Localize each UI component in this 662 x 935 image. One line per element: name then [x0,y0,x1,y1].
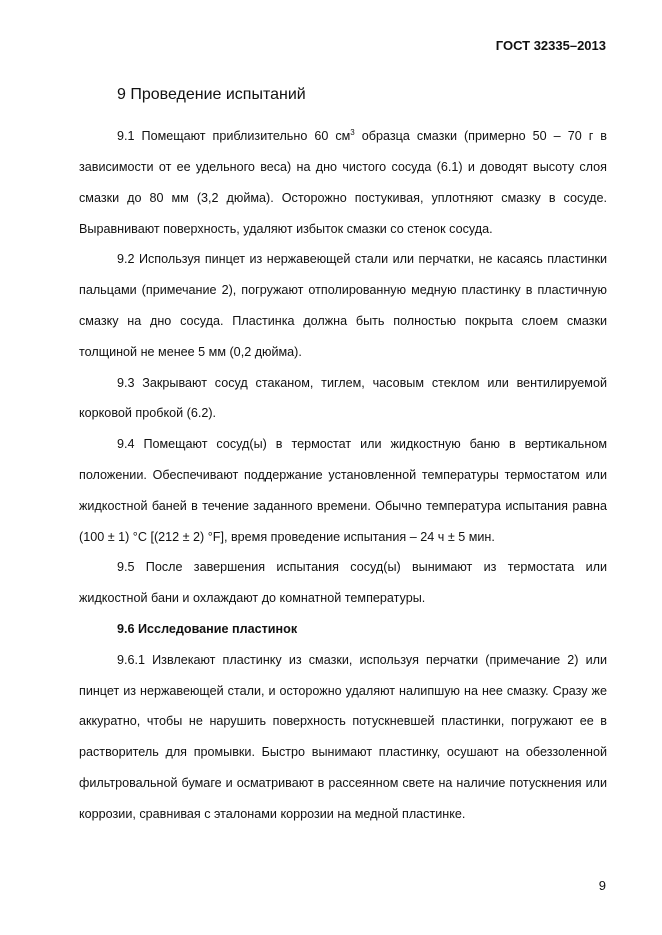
paragraph-9-1 [79,118,607,244]
superscript-3: 3 [350,128,355,137]
page-number: 9 [598,878,606,893]
section-title: 9 Проведение испытаний [117,86,306,103]
subsection-title: 9.6 Исследование пластинок [117,621,298,636]
paragraph-9-2: 9.2 Используя пинцет из нержавеющей стали или перчатки, не касаясь пластинки пальцами (примечание 2), погружают отполированную медную пластинку в пластичную смазку на дно сосуда. Пластинка должна быть полностью покрыта слоем смазки толщиной не менее 5 мм (0,2 дюйма). [79,252,607,359]
paragraph-9-6-1: 9.6.1 Извлекают пластинку из смазки, используя перчатки (примечание 2) или пинцет из нержавеющей стали, и осторожно удаляют налипшую на нее смазку. Сразу же аккуратно, чтобы не нарушить поверхность потускневшей пластинки, погружают ее в растворитель для промывки. Быстро вынимают пластинку, осушают на обеззоленной фильтровальной бумаге и осматривают в рассеянном свете на наличие потускнения или коррозии, сравнивая с эталонами коррозии на медной пластинке. [79,652,607,821]
page-body [79,118,607,830]
paragraph-9-4: 9.4 Помещают сосуд(ы) в термостат или жидкостную баню в вертикальном положении. Обеспечивают поддержание установленной температуры термостатом или жидкостной баней в течение заданного времени. Обычно температура испытания равна (100 ± 1) °С [(212 ± 2) °F], время проведение испытания – 24 ч ± 5 мин. [79,437,607,544]
paragraph-9-3: 9.3 Закрывают сосуд стаканом, тиглем, часовым стеклом или вентилируемой корковой пробкой (6.2). [79,375,607,421]
paragraph-9-1-rest: образца смазки (примерно 50 – 70 г в зависимости от ее удельного веса) на дно чистого сосуда (6.1) и доводят высоту слоя смазки до 80 мм (3,2 дюйма). Осторожно постукивая, уплотняют смазку в сосуде. Выравнивают поверхность, удаляют избыток смазки со стенок сосуда. [79,129,607,236]
paragraph-9-1-start: 9.1 Помещают приблизительно 60 см [117,129,351,144]
paragraph-9-5: 9.5 После завершения испытания сосуд(ы) вынимают из термостата или жидкостной бани и охлаждают до комнатной температуры. [79,560,607,606]
document-id: ГОСТ 32335–2013 [495,38,606,53]
